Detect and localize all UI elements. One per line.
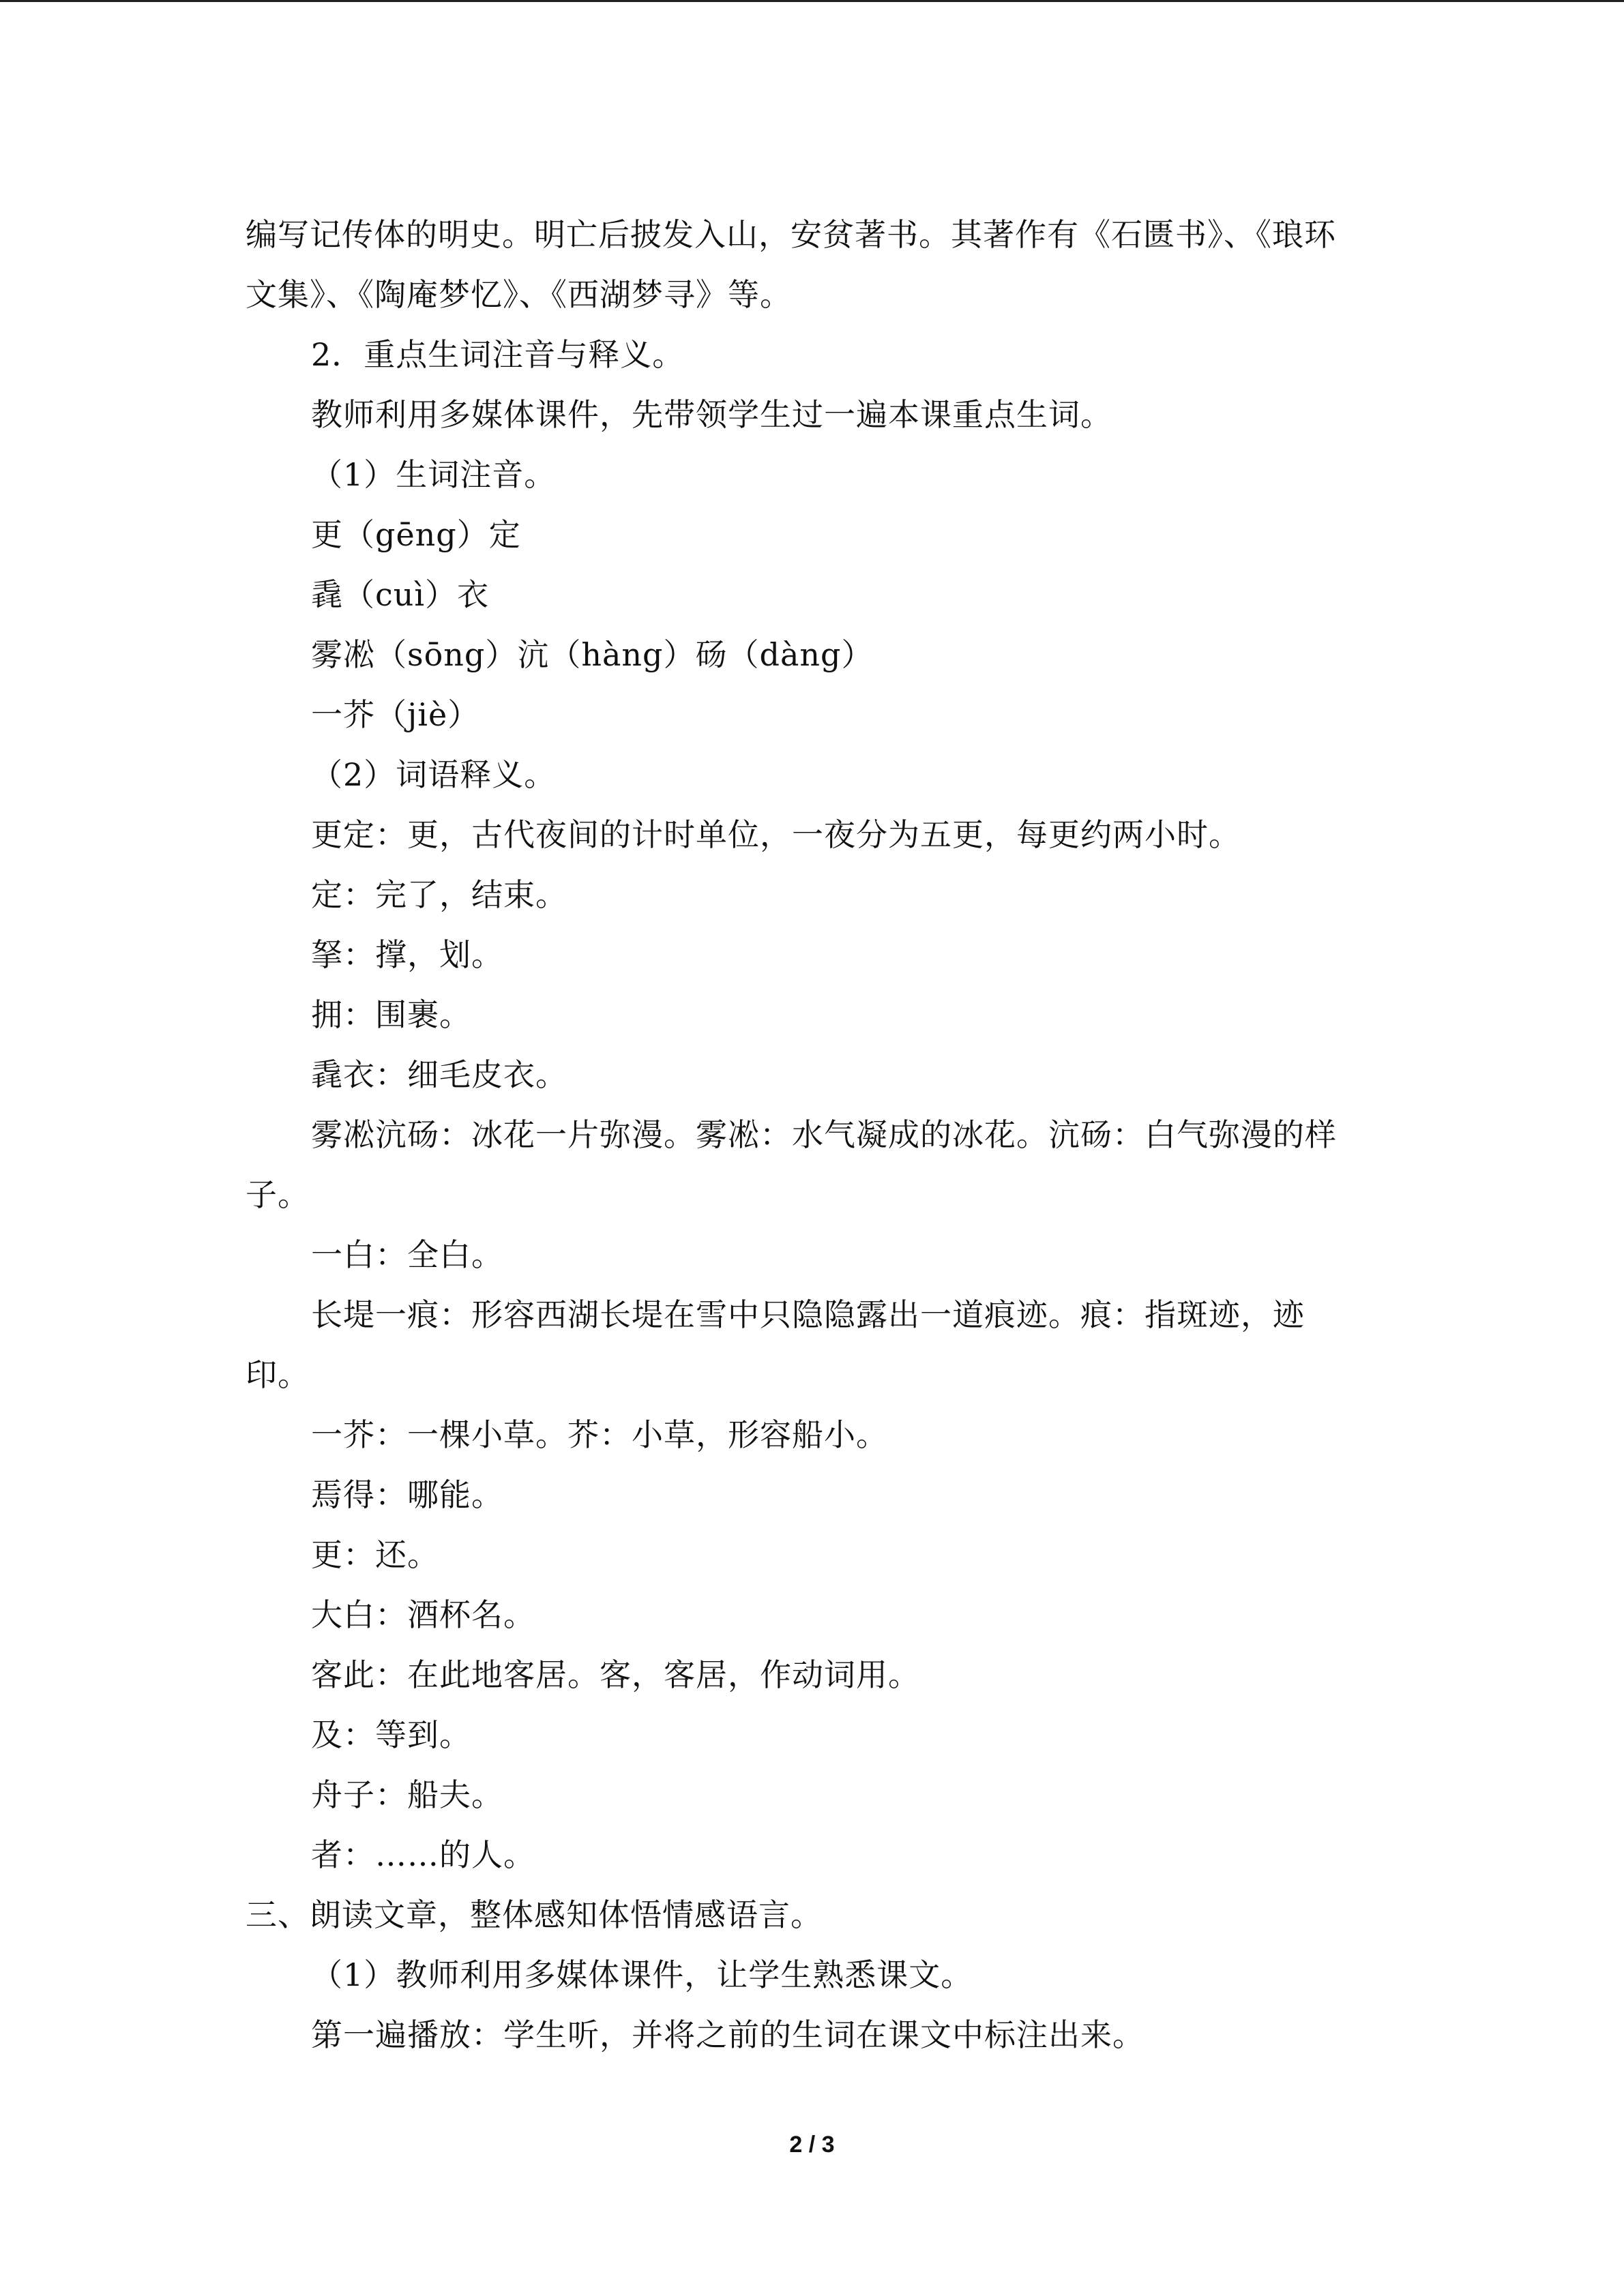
text-line: 长堤一痕：形容西湖长堤在雪中只隐隐露出一道痕迹。痕：指斑迹，迹	[311, 1296, 1305, 1333]
text-line: 教师利用多媒体课件，先带领学生过一遍本课重点生词。	[311, 396, 1112, 433]
text-line: （2）词语释义。	[311, 756, 557, 793]
text-line: 编写记传体的明史。明亡后披发入山，安贫著书。其著作有《石匮书》、《琅环	[246, 216, 1336, 253]
text-line: 定：完了，结束。	[311, 876, 567, 913]
text-line: （1）教师利用多媒体课件，让学生熟悉课文。	[311, 1956, 973, 1993]
text-line: 毳（cuì）衣	[311, 576, 490, 613]
text-line: 2．重点生词注音与释义。	[311, 336, 685, 373]
text-line: 拏：撑，划。	[311, 936, 503, 973]
text-line: 拥：围裹。	[311, 996, 471, 1033]
text-line: 舟子：船夫。	[311, 1776, 503, 1813]
document-body	[246, 205, 1378, 2065]
text-line: 三、朗读文章，整体感知体悟情感语言。	[246, 1896, 823, 1933]
text-line: 子。	[246, 1176, 310, 1213]
text-line: 雾凇（sōng）沆（hàng）砀（dàng）	[311, 636, 874, 673]
text-line: 及：等到。	[311, 1716, 471, 1753]
text-line: 第一遍播放：学生听，并将之前的生词在课文中标注出来。	[311, 2016, 1145, 2053]
text-line: （1）生词注音。	[311, 456, 557, 493]
text-line: 焉得：哪能。	[311, 1476, 503, 1513]
text-line: 更：还。	[311, 1536, 439, 1573]
text-line: 印。	[246, 1356, 310, 1393]
text-line: 一芥（jiè）	[311, 696, 480, 733]
text-line: 者：……的人。	[311, 1836, 535, 1873]
page-number: 2 / 3	[789, 2132, 835, 2158]
text-line: 大白：酒杯名。	[311, 1596, 535, 1633]
text-line: 一白：全白。	[311, 1236, 503, 1273]
text-line: 客此：在此地客居。客，客居，作动词用。	[311, 1656, 920, 1693]
page-top-border	[0, 0, 1624, 2]
text-line: 雾凇沆砀：冰花一片弥漫。雾凇：水气凝成的冰花。沆砀：白气弥漫的样	[311, 1116, 1337, 1153]
text-line: 文集》、《陶庵梦忆》、《西湖梦寻》等。	[246, 276, 792, 313]
text-line: 一芥：一棵小草。芥：小草，形容船小。	[311, 1416, 888, 1453]
text-line: 毳衣：细毛皮衣。	[311, 1056, 567, 1093]
text-line: 更定：更，古代夜间的计时单位，一夜分为五更，每更约两小时。	[311, 816, 1241, 853]
text-line: 更（gēng）定	[311, 516, 521, 553]
